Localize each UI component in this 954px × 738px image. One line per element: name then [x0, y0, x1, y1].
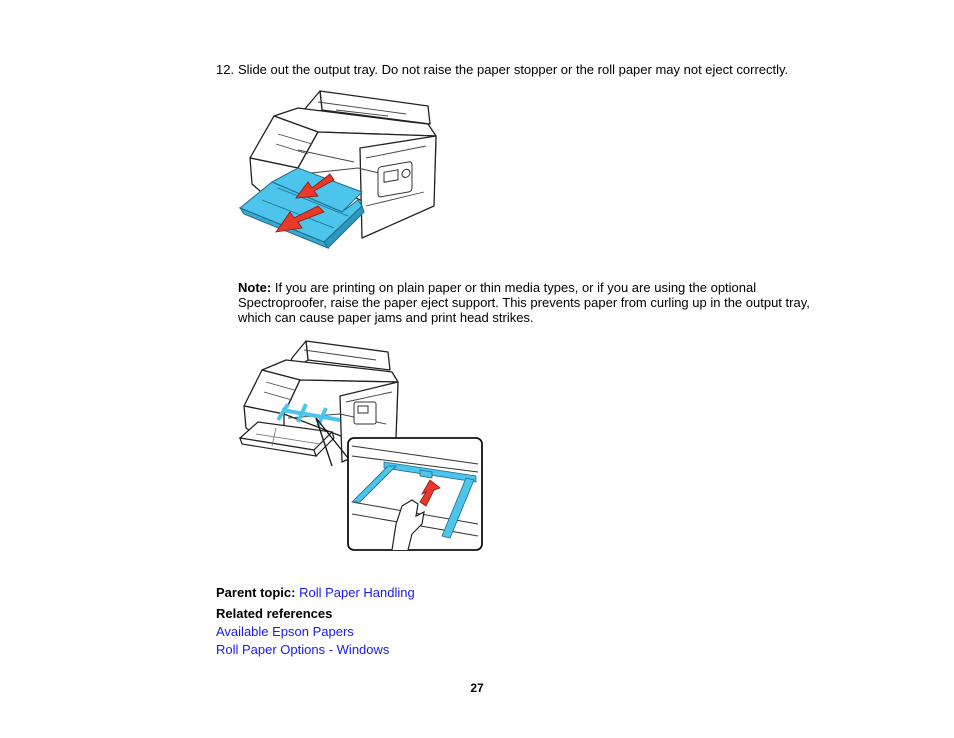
step-12	[216, 62, 916, 78]
parent-topic-link[interactable]: Roll Paper Handling	[299, 585, 415, 600]
note-block	[238, 280, 838, 325]
note-text: If you are printing on plain paper or thin media types, or if you are using the optional Spectroproofer, raise the paper eject support. This prevents paper from curling up in the output tray, which can cause paper jams and print head strikes.	[238, 280, 810, 325]
related-link-available-epson-papers[interactable]: Available Epson Papers	[216, 624, 354, 639]
page-number: 27	[470, 681, 484, 695]
related-references-heading: Related references	[216, 606, 333, 621]
parent-topic-label: Parent topic:	[216, 585, 296, 600]
printer-output-tray-illustration	[238, 88, 442, 250]
parent-topic	[216, 585, 415, 600]
step-number: 12.	[216, 62, 235, 77]
related-link-roll-paper-options-windows[interactable]: Roll Paper Options - Windows	[216, 642, 390, 657]
step-text: Slide out the output tray. Do not raise the paper stopper or the roll paper may not eject correctly.	[238, 62, 789, 77]
paper-eject-support-illustration	[236, 338, 486, 554]
note-label: Note:	[238, 280, 272, 295]
